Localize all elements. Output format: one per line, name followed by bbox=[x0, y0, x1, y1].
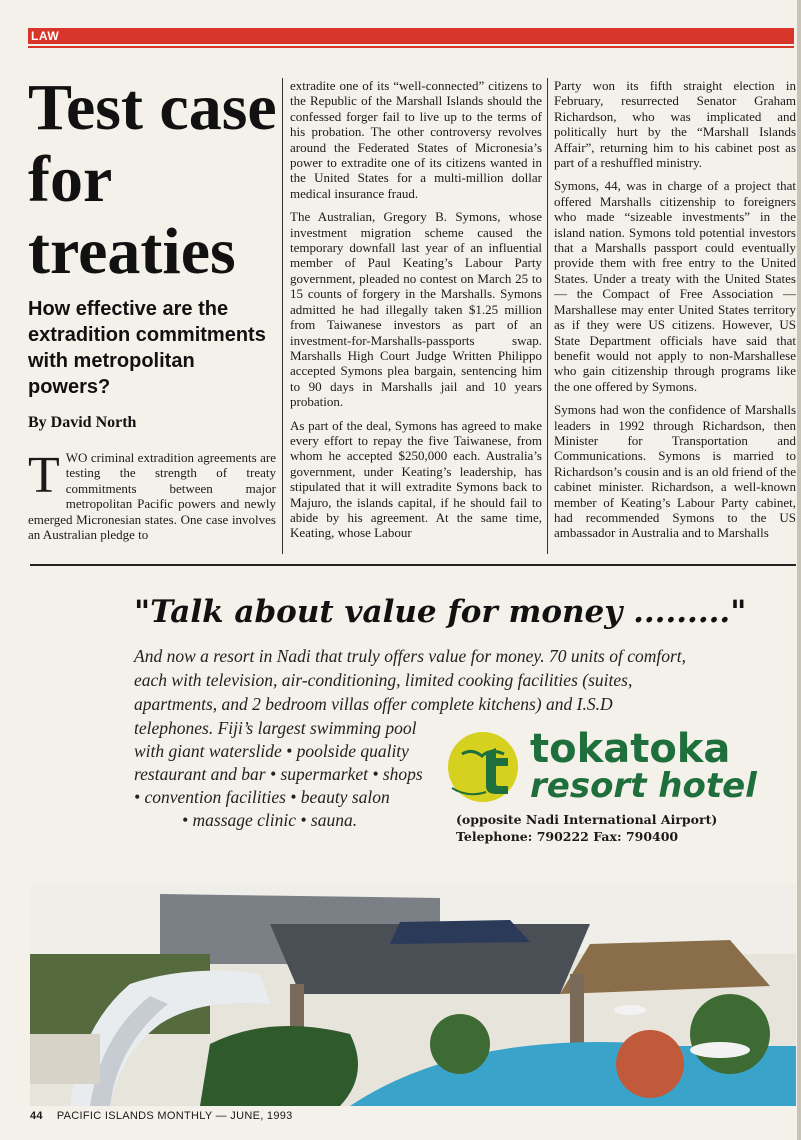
ad-headline: "Talk about value for money ........." bbox=[134, 594, 747, 630]
resort-logo-name: tokatoka bbox=[530, 726, 731, 772]
resort-pool-photo bbox=[30, 884, 796, 1106]
section-tag: LAW bbox=[31, 29, 60, 43]
resort-advertisement bbox=[30, 572, 796, 1104]
column-divider bbox=[282, 78, 283, 554]
ad-feature-line: • massage clinic • sauna. bbox=[182, 810, 358, 830]
column-divider bbox=[547, 78, 548, 554]
ad-feature-line: restaurant and bar • supermarket • shops bbox=[134, 764, 423, 784]
paragraph: Symons had won the confidence of Marshalls leaders in 1992 through Richardson, then Minister for Transportation and Communications. Symons is married to Richardson’s cousin and is an old friend of the cabinet minister. Richardson, a well-known member of Keating’s Labour Party cabinet, had recommended Symons to the US ambassador in Australia and to Marshalls bbox=[554, 402, 796, 541]
resort-logo-icon bbox=[448, 730, 522, 804]
article-deck: How effective are the extradition commitments with metropolitan powers? bbox=[28, 298, 266, 398]
article-bottom-rule bbox=[30, 564, 796, 566]
section-bar bbox=[28, 28, 794, 44]
paragraph: extradite one of its “well-connected” citizens to the Republic of the Marshall Islands should the confessed forger fail to live up to the terms of his probation. The other controversy revolves around the Federated States of Micronesia’s power to extradite one of its citizens wanted in the United States for a multi-million dollar medical insurance fraud. bbox=[290, 78, 542, 201]
resort-logo-subtitle: resort hotel bbox=[530, 766, 757, 806]
page-number: 44 bbox=[30, 1110, 43, 1122]
paragraph: The Australian, Gregory B. Symons, whose investment migration scheme caused the temporary downfall last year of an influential member of Paul Keating’s Labour Party government, pleaded no contest on March 25 to 15 counts of forgery in the Marshalls. Symons admitted he had illegally taken $1.25 million from Taiwanese investors as part of an investment-for-Marshalls-passports swap. Marshalls High Court Judge Written Philippo accepted Symons plea bargain, sentencing him to 90 days in Marshalls jail and 10 years probation. bbox=[290, 209, 542, 410]
page-edge bbox=[797, 0, 801, 1140]
ad-features bbox=[134, 740, 454, 832]
article-byline: By David North bbox=[28, 414, 137, 431]
section-rule bbox=[28, 46, 794, 48]
article-column-2 bbox=[290, 78, 542, 556]
ad-phone: Telephone: 790222 Fax: 790400 bbox=[456, 829, 679, 844]
article-column-1 bbox=[28, 450, 276, 554]
ad-body: And now a resort in Nadi that truly offers value for money. 70 units of comfort, each with television, air-conditioning, limited cooking facilities (suites, apartments, and 2 bedroom villas offer complete kitchens) and I.S.D telephones. Fiji’s largest swimming pool bbox=[134, 646, 687, 738]
paragraph: As part of the deal, Symons has agreed to make every effort to repay the five Taiwanese, from whom he accepted $250,000 each. Australia’s government, under Keating’s leadership, has stipulated that it will extradite Symons back to Majuro, the islands capital, if he should fail to abide by his agreement. At the same time, Keating, whose Labour bbox=[290, 417, 542, 541]
article-column-3 bbox=[554, 78, 796, 556]
drop-cap: T bbox=[28, 450, 60, 504]
article-headline: Test case for treaties bbox=[28, 71, 277, 288]
paragraph: Symons, 44, was in charge of a project that offered Marshalls citizenship to foreigners who made “sizeable investments” in the island nation. Symons told potential investors that a Marshalls passport could eventually provide them with free entry to the United States. Under a treaty with the United States — the Compact of Free Association — Marshallese may enter United States territory as if they were US citizens. However, US State Department officials have said that benefit would not apply to non-Marshallese who gain citizenship through programs like the one offered by Symons. bbox=[554, 178, 796, 394]
ad-location: (opposite Nadi International Airport) bbox=[456, 812, 718, 827]
paragraph: Party won its fifth straight election in February, resurrected Senator Graham Richardson, who was implicated and politically hurt by the “Marshall Islands Affair”, returning him to his cabinet post as part of a reshuffled ministry. bbox=[554, 78, 796, 171]
publication-line: PACIFIC ISLANDS MONTHLY — JUNE, 1993 bbox=[56, 1110, 293, 1122]
page-footer bbox=[30, 1110, 293, 1122]
ad-feature-line: with giant waterslide • poolside quality bbox=[134, 741, 409, 761]
column-1-text: WO criminal extradition agreements are testing the strength of treaty commitments between major metropolitan Pacific powers and newly emerged Micronesian states. One case involves an Australian pledge to bbox=[28, 450, 276, 543]
ad-feature-line: • convention facilities • beauty salon bbox=[134, 787, 390, 807]
